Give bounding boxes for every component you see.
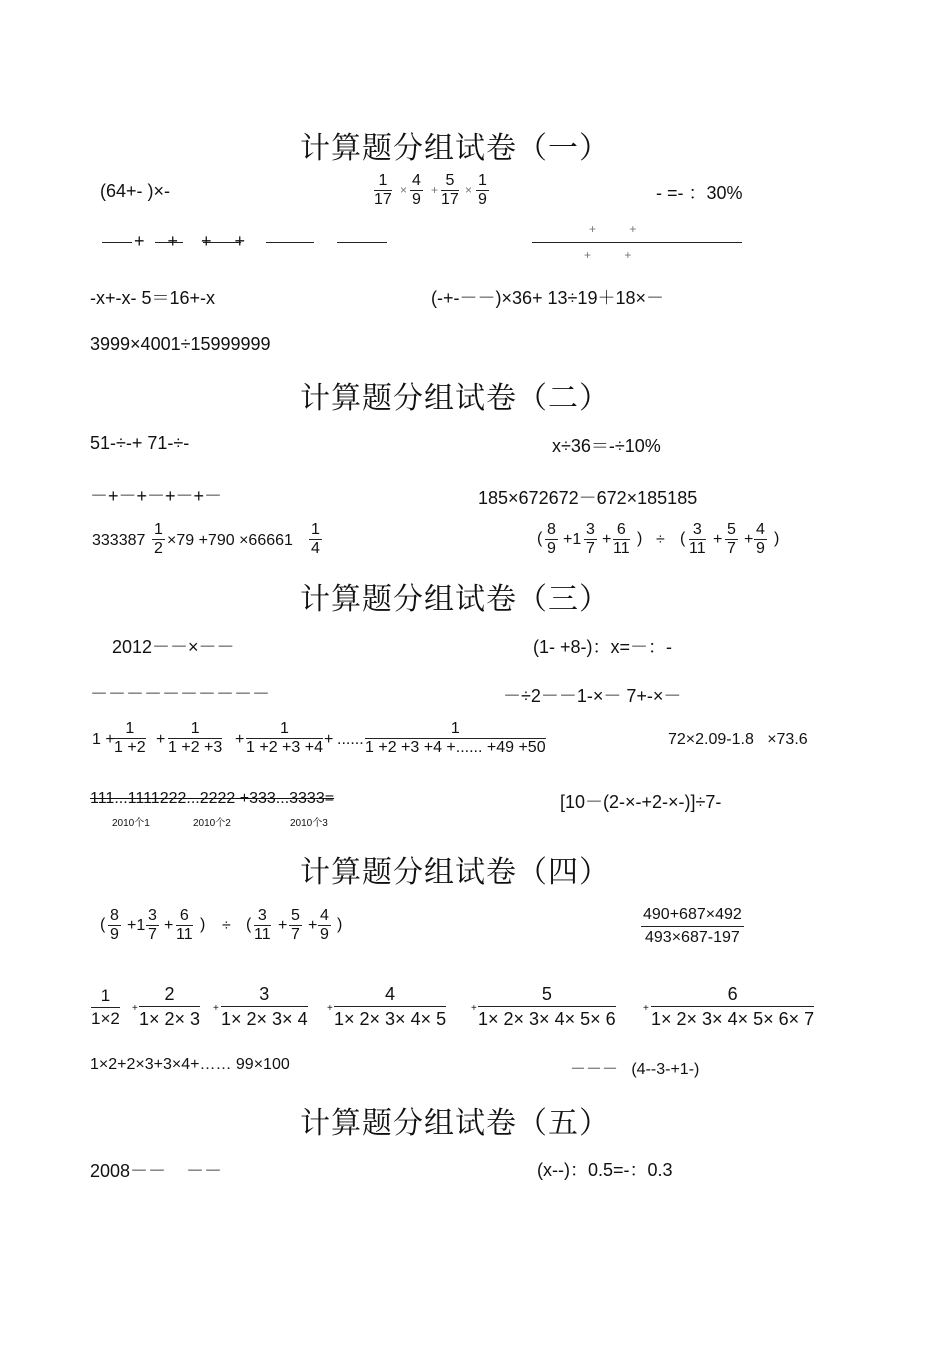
problem-3-3: －－－－－－－－－－ (90, 684, 270, 704)
fraction: $\frac{1}{2}$ (154, 521, 163, 557)
problem-1-6: -x+-x- 5＝16+-x (90, 288, 216, 308)
fraction: $\frac{1}{4}$ (311, 521, 320, 557)
fraction: $\frac{1}{1 +2 +3 +4}$ (246, 720, 323, 756)
fraction: $\frac{3}{11}$ (254, 907, 271, 943)
problem-1-7: (-+-－－)×36+ 13÷19＋18×－ (431, 288, 664, 308)
section-title-5: 计算题分组试卷（五） (300, 1106, 610, 1141)
fraction: $\frac{5}{1\times 2\times 3\times 4\times 5\times 6}$ (478, 984, 616, 1029)
fraction: $\frac{8}{9}$ (110, 907, 119, 943)
plus-sign: + (278, 917, 288, 934)
paren-close: ) (774, 530, 780, 547)
fraction: $\frac{1}{17}$ (374, 172, 392, 208)
plus-sign: + (471, 1003, 477, 1014)
paren-open: ( (100, 916, 106, 933)
problem-2-1: 51-÷-+ 71-÷- (90, 433, 190, 453)
fraction: $\frac{4}{1\times 2\times 3\times 4\times 5}$ (334, 984, 447, 1029)
problem-1-5-top: + + (589, 222, 637, 236)
problem-3-1: 2012－－×－－ (112, 637, 235, 657)
plus-sign: + (132, 1003, 138, 1014)
fraction: $\frac{4}{9}$ (412, 172, 421, 208)
section-title-4: 计算题分组试卷（四） (300, 855, 610, 890)
problem-3-8: [10－(2-×-+2-×-)]÷7- (560, 792, 722, 812)
fraction: $\frac{2}{1\times 2\times 3}$ (139, 984, 201, 1029)
plus-sign: + (164, 917, 174, 934)
fraction: $\frac{5}{7}$ (291, 907, 300, 943)
fraction: $\frac{6}{1\times 2\times 3\times 4\times 5\times 6\times 7}$ (651, 984, 815, 1029)
ellipsis: ...... (337, 731, 364, 748)
fraction: $\frac{5}{17}$ (441, 172, 459, 208)
fraction: $\frac{1}{1\times 2}$ (91, 986, 120, 1028)
section-title-2: 计算题分组试卷（二） (300, 381, 610, 416)
fraction-bar (102, 242, 132, 243)
plus-sign: +1 (563, 531, 582, 548)
fraction: $\frac{8}{9}$ (547, 521, 556, 557)
problem-3-2: (1- +8-)：x=－：- (533, 637, 673, 657)
paren-close: ) (200, 916, 206, 933)
plus-sign: + (156, 731, 166, 748)
problem-2-5-mid: ×79 +790 ×66661 (167, 532, 293, 549)
problem-1-1: (64+- )×- (100, 181, 171, 201)
problem-3-4: －÷2－－1-×－ 7+-×－ (503, 686, 682, 706)
problem-1-3: - =- ：30% (656, 183, 743, 203)
fraction: $\frac{3}{7}$ (586, 521, 595, 557)
fraction-bar (337, 242, 387, 243)
fraction: $\frac{3}{1\times 2\times 3\times 4}$ (221, 984, 308, 1029)
plus-sign: + (744, 531, 754, 548)
paren-close: ) (337, 916, 343, 933)
plus-sign: + (713, 531, 723, 548)
fraction: $\frac{4}{9}$ (320, 907, 329, 943)
fraction: $\frac{6}{11}$ (613, 521, 630, 557)
problem-3-7: 111...1111222...2222 +333...3333= (90, 790, 335, 807)
section-title-1: 计算题分组试卷（一） (300, 131, 610, 166)
paren-close: ) (637, 530, 643, 547)
underbrace-label: 2010个3 (290, 818, 328, 829)
problem-3-5-lead: 1 + (92, 731, 115, 748)
fraction: $\frac{6}{11}$ (176, 907, 193, 943)
underbrace-label: 2010个1 (112, 818, 150, 829)
problem-4-5: －－－ (4--3-+1-) (570, 1061, 700, 1078)
problem-3-6: 72×2.09-1.8 ×73.6 (668, 731, 808, 748)
problem-1-8: 3999×4001÷15999999 (90, 334, 271, 354)
paren-open: ( (680, 530, 686, 547)
fraction: $\frac{3}{11}$ (689, 521, 706, 557)
section-title-3: 计算题分组试卷（三） (300, 582, 610, 617)
fraction: $\frac{3}{7}$ (148, 907, 157, 943)
problem-1-4-operators: + + + + (134, 231, 246, 251)
times-sign: × (465, 183, 473, 197)
plus-sign: + (643, 1003, 649, 1014)
paren-open: ( (246, 916, 252, 933)
fraction-bar (532, 242, 742, 243)
plus-sign: + (602, 531, 612, 548)
fraction: $\frac{4}{9}$ (756, 521, 765, 557)
problem-5-1: 2008－－ －－ (90, 1161, 223, 1181)
fraction: $\frac{490+687\times 492}{493\times 687-197}$ (643, 906, 742, 946)
plus-sign: +1 (127, 917, 146, 934)
underbrace-label: 2010个2 (193, 818, 231, 829)
problem-2-4: 185×672672－672×185185 (478, 488, 698, 508)
divide-sign: ÷ (656, 531, 665, 548)
divide-sign: ÷ (222, 917, 231, 934)
problem-5-2: (x--)：0.5=-：0.3 (537, 1160, 673, 1180)
fraction: $\frac{1}{1 +2 +3}$ (168, 720, 223, 756)
problem-2-2: x÷36＝-÷10% (552, 436, 661, 456)
fraction: $\frac{1}{9}$ (478, 172, 487, 208)
problem-2-3: －+－+－+－+－ (90, 486, 223, 506)
problem-4-4: 1×2+2×3+3×4+…… 99×100 (90, 1056, 290, 1073)
plus-sign: + (308, 917, 318, 934)
plus-sign: + (431, 183, 439, 197)
fraction-bar (266, 242, 314, 243)
plus-sign: + (327, 1003, 333, 1014)
paren-open: ( (537, 530, 543, 547)
problem-2-5-lead: 333387 (92, 532, 146, 549)
fraction: $\frac{1}{1 +2}$ (114, 720, 146, 756)
plus-sign: + (235, 731, 245, 748)
times-sign: × (400, 183, 408, 197)
plus-sign: + (213, 1003, 219, 1014)
plus-sign: + (324, 731, 334, 748)
problem-1-5-bottom: + + (584, 248, 632, 262)
fraction: $\frac{5}{7}$ (727, 521, 736, 557)
fraction: $\frac{1}{1 +2 +3 +4 +...... +49 +50}$ (365, 720, 546, 756)
